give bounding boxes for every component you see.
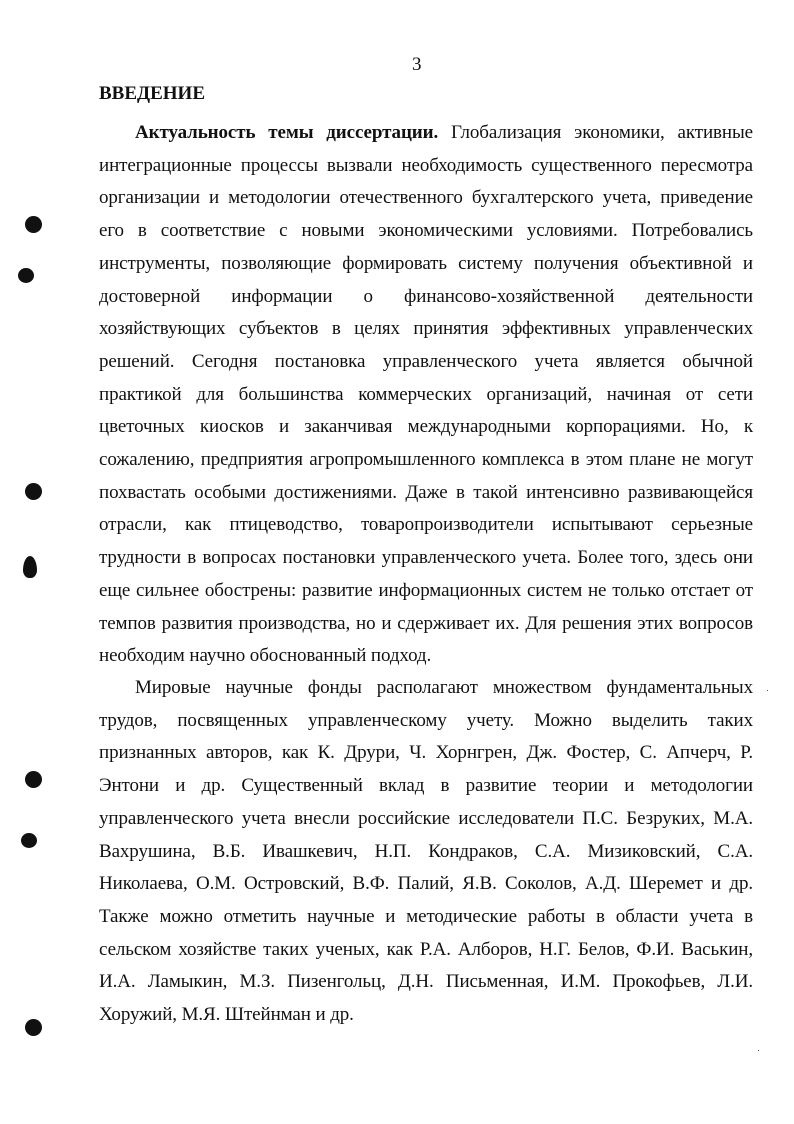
paragraph-relevance (99, 117, 753, 673)
punch-hole-7 (25, 1019, 42, 1036)
punch-hole-1 (25, 216, 42, 233)
punch-hole-4 (23, 556, 37, 578)
paragraph-literature: Мировые научные фонды располагают множеством фундаментальных трудов, посвященных управленческому учету. Можно выделить таких признанных авторов, как К. Друри, Ч. Хорнгрен, Дж. Фостер, С. Апчерч, Р. Энтони и др. Существенный вклад в развитие теории и методологии управленческого учета внесли российские исследователи П.С. Безруких, М.А. Вахрушина, В.Б. Ивашкевич, Н.П. Кондраков, С.А. Мизиковский, С.А. Николаева, О.М. Островский, В.Ф. Палий, Я.В. Соколов, А.Д. Шеремет и др. Также можно отметить научные и методические работы в области учета в сельском хозяйстве таких ученых, как Р.А. Алборов, Н.Г. Белов, Ф.И. Васькин, И.А. Ламыкин, М.З. Пизенгольц, Д.Н. Письменная, И.М. Прокофьев, Л.И. Хоружий, М.Я. Штейнман и др. (99, 677, 753, 1026)
punch-hole-2 (18, 268, 34, 283)
punch-hole-6 (21, 833, 37, 848)
paragraph-body: Глобализация экономики, активные интеграционные процессы вызвали необходимость существенного пересмотра организации и методологии отечественного бухгалтерского учета, приведение его в соответствие с новыми экономическими условиями. Потребовались инструменты, позволяющие формировать систему получения объективной и достоверной информации о финансово-хозяйственной деятельности хозяйствующих субъектов в целях принятия эффективных управленческих решений. Сегодня постановка управленческого учета является обычной практикой для большинства коммерческих организаций, начиная от сети цветочных киосков и заканчивая международными корпорациями. Но, к сожалению, предприятия агропромышленного комплекса в этом плане не могут похвастать особыми достижениями. Даже в такой интенсивно развивающейся отрасли, как птицеводство, товаропроизводители испытывают серьезные трудности в вопросах постановки управленческого учета. Более того, здесь они еще сильнее обострены: развитие информационных систем не только отстает от темпов развития производства, но и сдерживает их. Для решения этих вопросов необходим научно обоснованный подход. (99, 122, 753, 667)
scan-speck (758, 1050, 759, 1051)
punch-hole-5 (25, 771, 42, 788)
punch-hole-3 (25, 483, 42, 500)
paragraph-lead: Актуальность темы диссертации. (135, 122, 439, 143)
page-number: 3 (412, 54, 422, 75)
section-heading: ВВЕДЕНИЕ (99, 83, 205, 104)
scan-speck (767, 690, 768, 691)
